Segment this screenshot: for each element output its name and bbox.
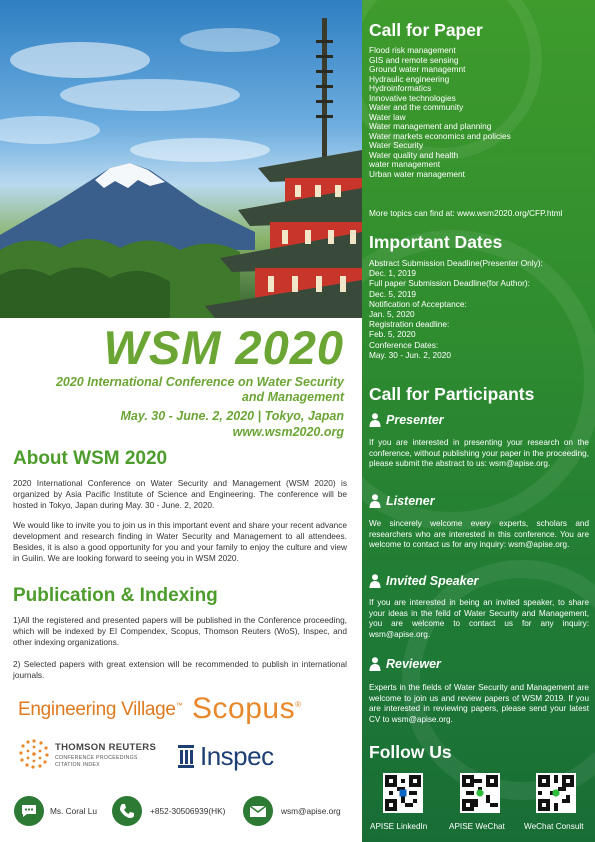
role-reviewer-text: Experts in the fields of Water Security and Management are welcome to join us and review papers of WSM 2019. If you are interested in reviewing papers, please send your latest CV to wsm@apise.org. [369, 683, 589, 724]
topic-item: Innovative technologies [369, 92, 456, 103]
topic-item: Water law [369, 111, 406, 122]
conference-full-name: 2020 International Conference on Water Security [55, 375, 344, 389]
publication-paragraph-2: 2) Selected papers with great extension will be recommended to publish in international journals. [13, 659, 347, 680]
qr-code-linkedin[interactable] [383, 773, 423, 813]
role-invited-speaker-title: Invited Speaker [386, 574, 479, 588]
date-line: May. 30 - Jun. 2, 2020 [369, 349, 451, 360]
topic-item: Urban water management [369, 168, 465, 179]
topic-item: GIS and remote sensing [369, 54, 459, 65]
thomson-reuters-logo [18, 738, 178, 778]
topic-item: Hydraulic engineering [369, 73, 450, 84]
person-icon [369, 494, 381, 508]
qr-label-wechat-consult: WeChat Consult [524, 822, 584, 831]
date-line: Feb. 5, 2020 [369, 329, 416, 340]
date-line: Dec. 5, 2019 [369, 288, 417, 299]
thomson-reuters-sub2: CITATION INDEX [55, 762, 100, 768]
qr-label-wechat: APISE WeChat [449, 822, 505, 831]
date-line: Abstract Submission Deadline(Presenter Only): [369, 258, 543, 268]
role-listener-title: Listener [386, 494, 435, 508]
more-topics-link[interactable]: More topics can find at: www.wsm2020.org/CFP.html [369, 208, 563, 218]
conference-date-place: May. 30 - June. 2, 2020 | Tokyo, Japan [120, 409, 344, 423]
right-column [362, 0, 595, 842]
role-reviewer-title: Reviewer [386, 657, 441, 671]
call-for-paper-heading: Call for Paper [369, 20, 483, 40]
qr-code-wechat-consult[interactable] [536, 773, 576, 813]
about-heading: About WSM 2020 [13, 448, 168, 469]
important-dates-heading: Important Dates [369, 232, 503, 252]
thomson-reuters-icon [18, 738, 50, 770]
date-line: Notification of Acceptance: [369, 298, 467, 309]
contact-name: Ms. Coral Lu [50, 806, 98, 816]
contact-email[interactable]: wsm@apise.org [281, 806, 341, 816]
topic-item: Water management and planning [369, 121, 492, 131]
email-icon [243, 796, 273, 826]
topic-item: Flood risk management [369, 45, 456, 55]
person-icon [369, 657, 381, 671]
conference-title: WSM 2020 [103, 321, 344, 374]
hero-image-mount-fuji-pagoda [0, 0, 362, 318]
publication-heading: Publication & Indexing [13, 585, 218, 606]
conference-url[interactable]: www.wsm2020.org [232, 425, 344, 439]
publication-paragraph-1: 1)All the registered and presented papers will be published in the Conference proceeding, which will be indexed by EI Compendex, Scopus, Thomson Reuters (WoS), Inspec, and other indexing organizations. [13, 615, 347, 647]
phone-icon [112, 796, 142, 826]
date-line: Conference Dates: [369, 339, 439, 350]
qr-code-wechat[interactable] [460, 773, 500, 813]
scopus-text: Scopus [192, 692, 296, 725]
role-presenter-title: Presenter [386, 413, 444, 427]
inspec-icon [176, 743, 196, 769]
follow-us-heading: Follow Us [369, 742, 452, 762]
topic-item: Water Security [369, 140, 424, 150]
inspec-text: Inspec [200, 741, 274, 771]
scopus-reg: ® [295, 700, 302, 709]
person-icon [369, 413, 381, 427]
decorative-ring [402, 560, 595, 800]
thomson-reuters-sub1: CONFERENCE PROCEEDINGS [55, 755, 138, 761]
topic-list [369, 46, 511, 179]
date-line: Registration deadline: [369, 319, 450, 330]
topic-item: Water markets economics and policies [369, 130, 511, 141]
topic-item: Water quality and health [369, 149, 459, 160]
engineering-village-tm: ™ [175, 702, 183, 710]
call-for-participants-heading: Call for Participants [369, 384, 535, 404]
role-presenter-text: If you are interested in presenting your research on the conference, without publishing your paper in the proceeding, please submit the abstract to us: wsm@apise.org. [369, 438, 589, 468]
chat-icon [14, 796, 44, 826]
scopus-logo [192, 692, 301, 726]
topic-item: Ground water managemnt [369, 64, 466, 74]
person-icon [369, 574, 381, 588]
contact-phone[interactable]: +852-30506939(HK) [150, 806, 226, 816]
topic-item: Hydroinformatics [369, 83, 432, 93]
role-listener-text: We sincerely welcome every experts, scholars and researchers who are interested in this conference. You are welcome to contact us for any inquiry: wsm@apise.org. [369, 519, 589, 549]
about-paragraph-2: We would like to invite you to join us in this important event and share your recent advance development and research finding in Water Security and Management to all attendees. Besides, it is also a good opportunity for you and your family to enjoy the culture and view in Guilin. We are looking forward to seeing you in WSM 2020. [13, 520, 347, 563]
engineering-village-text: Engineering Village [18, 699, 176, 720]
topic-item: Water and the community [369, 102, 464, 112]
about-paragraph-1: 2020 International Conference on Water Security and Management (WSM 2020) is organized by Asia Pacific Institute of Science and Engineering. The conference will be hosted in Tokyo, Japan during May. 30 - June. 2, 2020. [13, 478, 347, 510]
date-line: Dec. 1, 2019 [369, 268, 417, 279]
conference-full-name-line2: and Management [241, 390, 344, 404]
role-invited-speaker-text: If you are interested in being an invited speaker, to share your ideas in the feild of Water Security and Management, you are welcome to contact us for any inquiry: wsm@apise.org. [369, 598, 589, 639]
dates-list [369, 258, 543, 360]
qr-label-linkedin: APISE LinkedIn [370, 822, 428, 831]
date-line: Jan. 5, 2020 [369, 309, 415, 320]
hero-illustration [0, 0, 362, 318]
engineering-village-logo [18, 699, 182, 721]
topic-item: water management [369, 159, 441, 169]
date-line: Full paper Submission Deadline(for Author): [369, 278, 530, 289]
thomson-reuters-name: THOMSON REUTERS [55, 742, 157, 753]
